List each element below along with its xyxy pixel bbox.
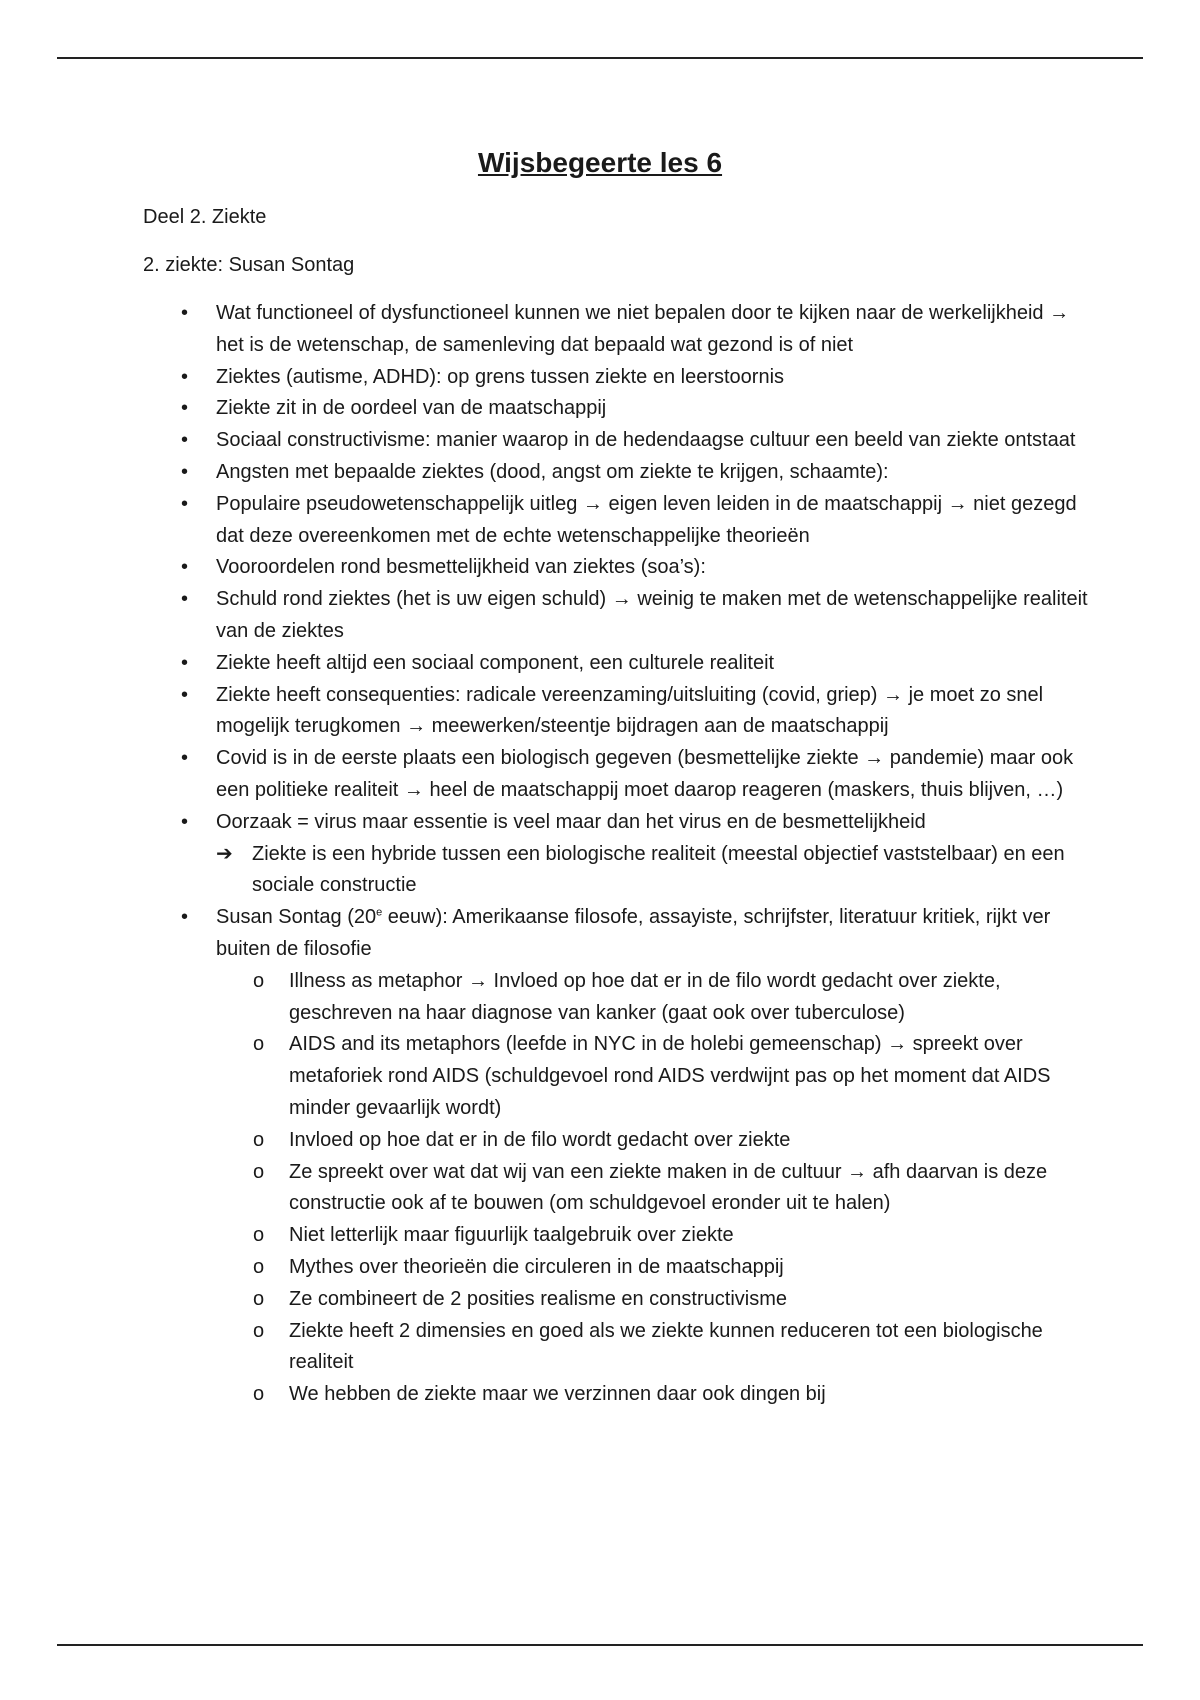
bullet-marker: • <box>181 365 189 388</box>
list-item: • Wat functioneel of dysfunctioneel kunnen we niet bepalen door te kijken naar de werkelijkheid → het is de wetenschap, de samenleving dat bepaald wat gezond is of niet <box>0 298 1200 362</box>
subheading: 2. ziekte: Susan Sontag <box>143 254 355 276</box>
bullet-marker: • <box>181 397 189 420</box>
bullet-marker: • <box>181 747 189 770</box>
sub-bullet-marker: o <box>253 1160 265 1183</box>
bullet-marker: • <box>181 460 189 483</box>
sub-bullet-marker: o <box>253 1255 265 1278</box>
bullet-marker: • <box>181 810 189 833</box>
list-item: • Ziekte heeft altijd een sociaal component, een culturele realiteit <box>0 648 1200 680</box>
section-heading: Deel 2. Ziekte <box>143 206 267 228</box>
sub-list-item: o We hebben de ziekte maar we verzinnen daar ook dingen bij <box>0 1379 1200 1411</box>
sub-bullet-marker: o <box>253 1287 265 1310</box>
sub-bullet-marker: o <box>253 1319 265 1342</box>
sub-list-item: o Ziekte heeft 2 dimensies en goed als we ziekte kunnen reduceren tot een biologische realiteit <box>0 1316 1200 1380</box>
arrow-icon: ➔ <box>216 842 233 865</box>
bullet-marker: • <box>181 588 189 611</box>
sub-list-item: o AIDS and its metaphors (leefde in NYC in de holebi gemeenschap) → spreekt over metaforiek rond AIDS (schuldgevoel rond AIDS verdwijnt pas op het moment dat AIDS minder gevaarlijk wordt) <box>0 1029 1200 1124</box>
list-item: • Ziekte heeft consequenties: radicale vereenzaming/uitsluiting (covid, griep) → je moet zo snel mogelijk terugkomen → meewerken/steentje bijdragen aan de maatschappij <box>0 680 1200 744</box>
list-item: • Angsten met bepaalde ziektes (dood, angst om ziekte te krijgen, schaamte): <box>0 457 1200 489</box>
bullet-marker: • <box>181 302 189 324</box>
notes-list <box>0 298 1200 1411</box>
sub-bullet-marker: o <box>253 1383 265 1406</box>
sub-list-item: o Illness as metaphor → Invloed op hoe dat er in de filo wordt gedacht over ziekte, geschreven na haar diagnose van kanker (gaat ook over tuberculose) <box>0 966 1200 1030</box>
sub-bullet-marker: o <box>253 1033 265 1056</box>
sub-list-item: o Invloed op hoe dat er in de filo wordt gedacht over ziekte <box>0 1125 1200 1157</box>
footer-rule <box>57 1644 1143 1646</box>
sub-list-item: o Ze spreekt over wat dat wij van een ziekte maken in de cultuur → afh daarvan is deze constructie ook af te bouwen (om schuldgevoel eronder uit te halen) <box>0 1157 1200 1221</box>
sub-list-item: o Ze combineert de 2 posities realisme en constructivisme <box>0 1284 1200 1316</box>
sub-bullet-marker: o <box>253 1128 265 1151</box>
bullet-marker: • <box>181 906 189 929</box>
list-item: • Ziektes (autisme, ADHD): op grens tussen ziekte en leerstoornis <box>0 362 1200 394</box>
bullet-marker: • <box>181 429 189 452</box>
conclusion-item: ➔ Ziekte is een hybride tussen een biologische realiteit (meestal objectief vaststelbaar) en een sociale constructie <box>0 839 1200 903</box>
list-item: • Sociaal constructivisme: manier waarop in de hedendaagse cultuur een beeld van ziekte ontstaat <box>0 425 1200 457</box>
list-item: • Schuld rond ziektes (het is uw eigen schuld) → weinig te maken met de wetenschappelijke realiteit van de ziektes <box>0 584 1200 648</box>
bullet-marker: • <box>181 556 189 579</box>
list-item: • Oorzaak = virus maar essentie is veel maar dan het virus en de besmettelijkheid <box>0 807 1200 839</box>
bullet-marker: • <box>181 651 189 674</box>
list-item: • Vooroordelen rond besmettelijkheid van ziektes (soa’s): <box>0 552 1200 584</box>
list-item: • Susan Sontag (20e eeuw): Amerikaanse filosofe, assayiste, schrijfster, literatuur kritiek, rijkt ver buiten de filosofie <box>0 902 1200 966</box>
list-item: • Ziekte zit in de oordeel van de maatschappij <box>0 393 1200 425</box>
header-rule <box>57 57 1143 59</box>
sub-bullet-marker: o <box>253 969 265 992</box>
page-title: Wijsbegeerte les 6 <box>477 147 723 178</box>
sub-list-item: o Niet letterlijk maar figuurlijk taalgebruik over ziekte <box>0 1220 1200 1252</box>
sub-list-item: o Mythes over theorieën die circuleren in de maatschappij <box>0 1252 1200 1284</box>
list-item: • Covid is in de eerste plaats een biologisch gegeven (besmettelijke ziekte → pandemie) maar ook een politieke realiteit → heel de maatschappij moet daarop reageren (maskers, thuis blijven, …) <box>0 743 1200 807</box>
bullet-marker: • <box>181 683 189 706</box>
bullet-marker: • <box>181 492 189 515</box>
list-item: • Populaire pseudowetenschappelijk uitleg → eigen leven leiden in de maatschappij → niet gezegd dat deze overeenkomen met de echte wetenschappelijke theorieën <box>0 489 1200 553</box>
sub-bullet-marker: o <box>253 1224 265 1247</box>
